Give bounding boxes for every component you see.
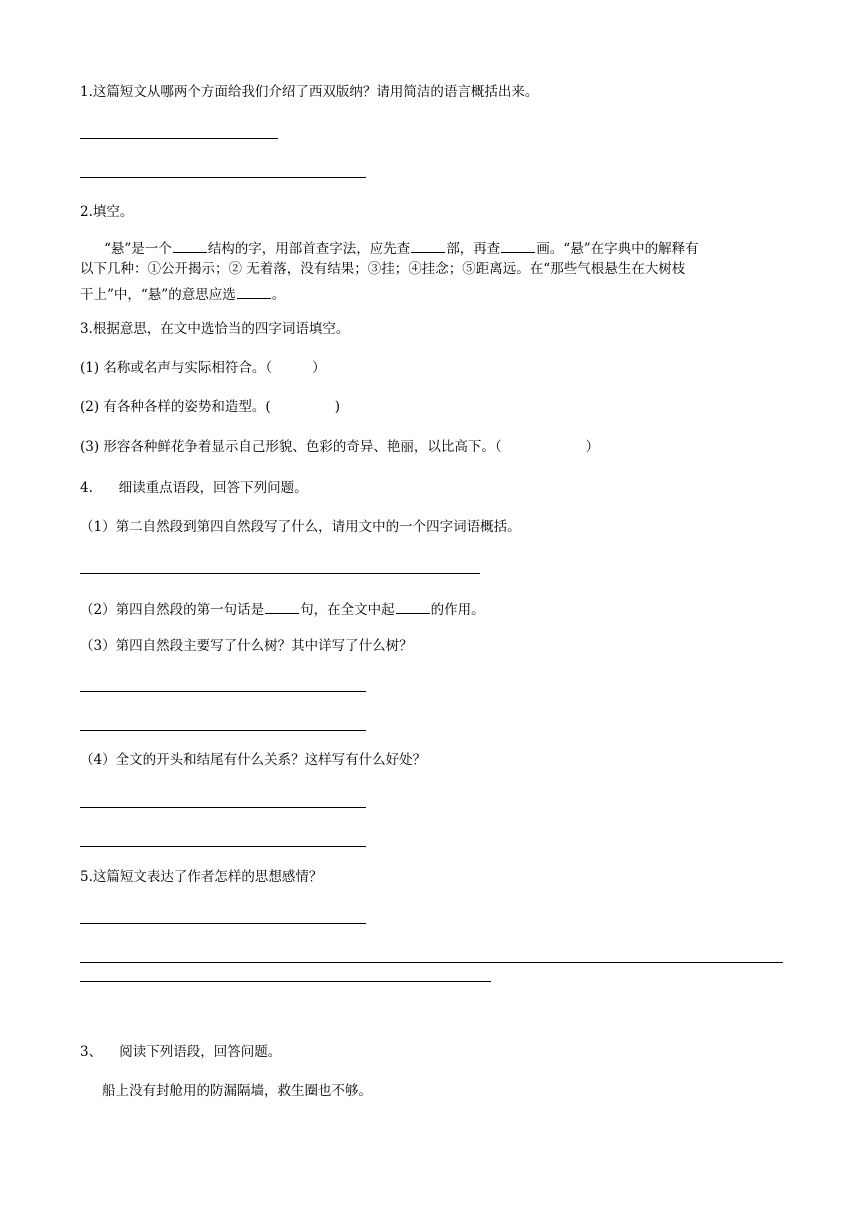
answer-line[interactable] <box>80 691 366 692</box>
question-4-sub-4: （4）全文的开头和结尾有什么关系？这样写有什么好处？ <box>80 752 427 768</box>
item-text: (1) 名称或名声与实际相符合。（ <box>80 360 273 376</box>
question-3-item-3 <box>80 441 599 455</box>
question-4-title: 4. 细读重点语段，回答下列问题。 <box>80 480 308 496</box>
text: “悬”是一个 <box>104 241 172 257</box>
question-4-sub-1: （1）第二自然段到第四自然段写了什么，请用文中的一个四字词语概括。 <box>80 519 521 535</box>
fill-blank[interactable] <box>411 240 445 253</box>
answer-line[interactable] <box>80 730 366 731</box>
question-1: 1.这篇短文从哪两个方面给我们介绍了西双版纳？请用简洁的语言概括出来。 <box>80 84 539 100</box>
fill-blank[interactable] <box>173 240 207 253</box>
question-3-item-1 <box>80 362 326 376</box>
answer-line[interactable] <box>80 981 491 982</box>
text: 干上”中，“悬”的意思应选 <box>80 287 236 303</box>
text: 的作用。 <box>430 602 485 618</box>
question-4-sub-2 <box>80 601 485 618</box>
text: 结构的字，用部首查字法，应先查 <box>207 241 411 257</box>
answer-line[interactable] <box>80 807 366 808</box>
question-2-title: 2.填空。 <box>80 204 134 220</box>
text: 。 <box>271 287 286 303</box>
text: 部，再查 <box>446 241 501 257</box>
question-3-item-2 <box>80 401 340 415</box>
answer-line[interactable] <box>80 177 366 178</box>
close-paren: ） <box>312 360 326 376</box>
fill-blank[interactable] <box>396 601 430 614</box>
text: 句，在全文中起 <box>300 602 395 618</box>
section-3-passage: 船上没有封舱用的防漏隔墙，救生圈也不够。 <box>102 1083 372 1099</box>
answer-line[interactable] <box>80 846 366 847</box>
question-5: 5.这篇短文表达了作者怎样的思想感情？ <box>80 869 323 885</box>
answer-line[interactable] <box>80 138 278 139</box>
close-paren: ) <box>334 399 340 415</box>
answer-line[interactable] <box>80 573 480 574</box>
question-4-sub-3: （3）第四自然段主要写了什么树？其中详写了什么树？ <box>80 638 413 654</box>
question-2-paragraph-line-2: 以下几种：①公开揭示；② 无着落，没有结果；③挂；④挂念；⑤距离远。在“那些气根悬生在大树枝 <box>80 261 686 277</box>
item-text: (3) 形容各种鲜花争着显示自己形貌、色彩的奇异、艳丽，以比高下。（ <box>80 439 502 455</box>
fill-blank[interactable] <box>501 240 535 253</box>
answer-line[interactable] <box>80 923 366 924</box>
question-3-title: 3.根据意思，在文中选恰当的四字词语填空。 <box>80 321 350 337</box>
text: （2）第四自然段的第一句话是 <box>80 602 265 618</box>
question-2-paragraph-line-1 <box>104 240 699 257</box>
text: 画。“悬”在字典中的解释有 <box>536 241 699 257</box>
question-2-paragraph-line-3 <box>80 286 285 303</box>
close-paren: ） <box>585 439 600 455</box>
fill-blank[interactable] <box>265 601 299 614</box>
item-text: (2) 有各种各样的姿势和造型。( <box>80 399 271 415</box>
fill-blank[interactable] <box>237 286 271 299</box>
section-3-title: 3、 阅读下列语段，回答问题。 <box>80 1044 282 1060</box>
answer-line[interactable] <box>80 962 783 963</box>
